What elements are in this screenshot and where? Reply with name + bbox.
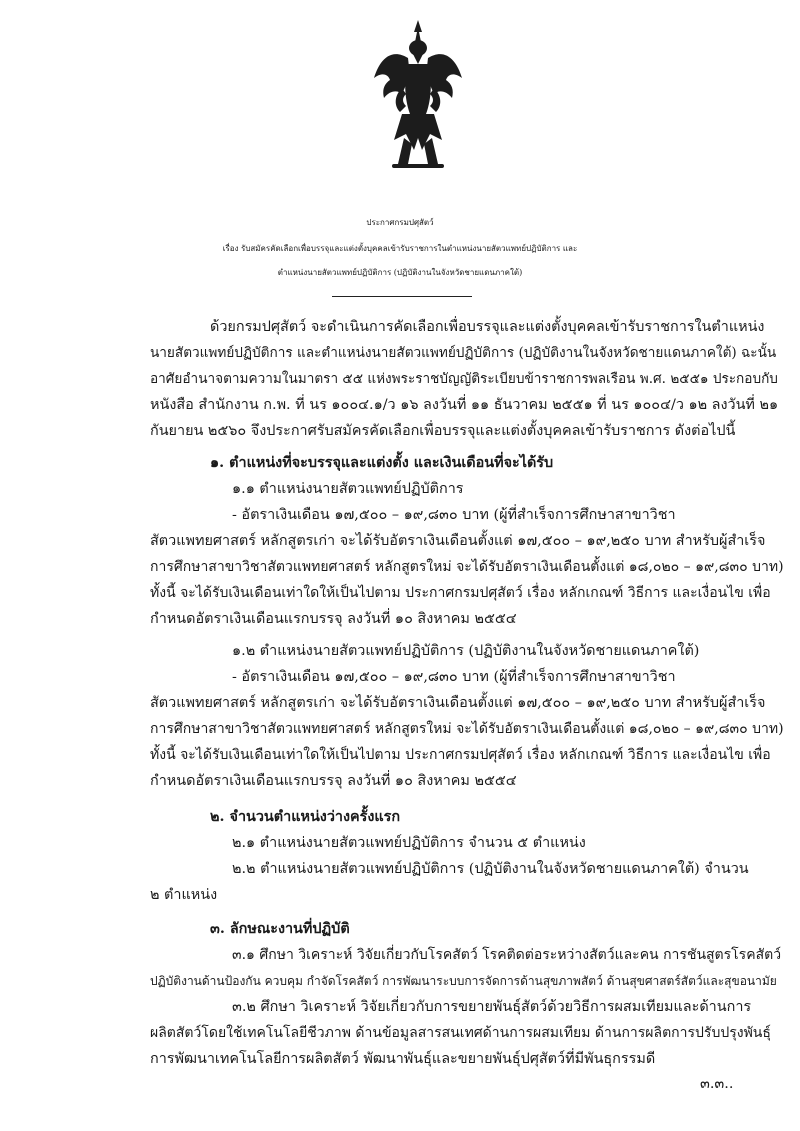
section1-sub2-line: การศึกษาสาขาวิชาสัตวแพทยศาสตร์ หลักสูตรใหม่ จะได้รับอัตราเงินเดือนตั้งแต่ ๑๘,๐๒๐ – ๑๙,๘๓๐ บาท) [150, 721, 784, 737]
intro-line: นายสัตวแพทย์ปฏิบัติการ และตำแหน่งนายสัตวแพทย์ปฏิบัติการ (ปฏิบัติงานในจังหวัดชายแดนภาคใต้) ฉะนั้น [150, 345, 777, 361]
section3-item-line: ๓.๑ ศึกษา วิเคราะห์ วิจัยเกี่ยวกับโรคสัตว์ โรคติดต่อระหว่างสัตว์และคน การชันสูตรโรคสัตว์ [232, 947, 782, 963]
section2-item: ๒.๒ ตำแหน่งนายสัตวแพทย์ปฏิบัติการ (ปฏิบัติงานในจังหวัดชายแดนภาคใต้) จำนวน [232, 861, 749, 877]
section1-sub2-line: สัตวแพทยศาสตร์ หลักสูตรเก่า จะได้รับอัตราเงินเดือนตั้งแต่ ๑๗,๕๐๐ – ๑๙,๒๕๐ บาท สำหรับผู้สำเร็จ [150, 695, 766, 711]
section2-heading: ๒. จำนวนตำแหน่งว่างครั้งแรก [210, 808, 401, 825]
section1-sub1-line: ทั้งนี้ จะได้รับเงินเดือนเท่าใดให้เป็นไปตาม ประกาศกรมปศุสัตว์ เรื่อง หลักเกณฑ์ วิธีการ และเงื่อนไข เพื่อ [150, 585, 771, 601]
intro-line: หนังสือ สำนักงาน ก.พ. ที่ นร ๑๐๐๔.๑/ว ๑๖ ลงวันที่ ๑๑ ธันวาคม ๒๕๕๑ ที่ นร ๑๐๐๔/ว ๑๒ ลงวันที่ ๒๑ [150, 397, 779, 413]
section3-item-line: การพัฒนาเทคโนโลยีการผลิตสัตว์ พัฒนาพันธุ์และขยายพันธุ์ปศุสัตว์ที่มีพันธุกรรมดี [150, 1051, 656, 1067]
next-page-reference: ๓.๓.. [700, 1076, 734, 1092]
announcement-subject-line1: เรื่อง รับสมัครคัดเลือกเพื่อบรรจุและแต่งตั้งบุคคลเข้ารับราชการในตำแหน่งนายสัตวแพทย์ปฏิบัติการ และ [222, 244, 578, 253]
announcement-subject-line2: ตำแหน่งนายสัตวแพทย์ปฏิบัติการ (ปฏิบัติงานในจังหวัดชายแดนภาคใต้) [277, 268, 523, 277]
section1-sub2-title: ๑.๒ ตำแหน่งนายสัตวแพทย์ปฏิบัติการ (ปฏิบัติงานในจังหวัดชายแดนภาคใต้) [232, 643, 700, 659]
title-divider [332, 296, 472, 297]
section1-sub1-line: กำหนดอัตราเงินเดือนแรกบรรจุ ลงวันที่ ๑๐ สิงหาคม ๒๕๕๔ [150, 611, 517, 627]
section3-item-line: ๓.๒ ศึกษา วิเคราะห์ วิจัยเกี่ยวกับการขยายพันธุ์สัตว์ด้วยวิธีการผสมเทียมและด้านการ [232, 999, 752, 1015]
section1-sub2-line: กำหนดอัตราเงินเดือนแรกบรรจุ ลงวันที่ ๑๐ สิงหาคม ๒๕๕๔ [150, 773, 517, 789]
section1-sub1-line: - อัตราเงินเดือน ๑๗,๕๐๐ – ๑๙,๘๓๐ บาท (ผู้ที่สำเร็จการศึกษาสาขาวิชา [232, 507, 676, 523]
announcement-org: ประกาศกรมปศุสัตว์ [366, 218, 434, 227]
section1-heading: ๑. ตำแหน่งที่จะบรรจุและแต่งตั้ง และเงินเดือนที่จะได้รับ [210, 454, 554, 471]
section3-item-line: ผลิตสัตว์โดยใช้เทคโนโลยีชีวภาพ ด้านข้อมูลสารสนเทศด้านการผสมเทียม ด้านการผลิตการปรับปรุงพันธุ์ [150, 1025, 771, 1041]
section2-item: ๒.๑ ตำแหน่งนายสัตวแพทย์ปฏิบัติการ จำนวน ๕ ตำแหน่ง [232, 835, 586, 851]
intro-line: กันยายน ๒๕๖๐ จึงประกาศรับสมัครคัดเลือกเพื่อบรรจุและแต่งตั้งบุคคลเข้ารับราชการ ดังต่อไปนี้ [150, 423, 736, 439]
section1-sub1-title: ๑.๑ ตำแหน่งนายสัตวแพทย์ปฏิบัติการ [232, 481, 464, 497]
section1-sub1-line: สัตวแพทยศาสตร์ หลักสูตรเก่า จะได้รับอัตราเงินเดือนตั้งแต่ ๑๗,๕๐๐ – ๑๙,๒๕๐ บาท สำหรับผู้สำเร็จ [150, 533, 766, 549]
section2-item: ๒ ตำแหน่ง [150, 887, 218, 903]
intro-line: ด้วยกรมปศุสัตว์ จะดำเนินการคัดเลือกเพื่อบรรจุและแต่งตั้งบุคคลเข้ารับราชการในตำแหน่ง [210, 319, 765, 335]
section1-sub2-line: - อัตราเงินเดือน ๑๗,๕๐๐ – ๑๙,๘๓๐ บาท (ผู้ที่สำเร็จการศึกษาสาขาวิชา [232, 669, 676, 685]
garuda-emblem-icon [372, 18, 464, 178]
section1-sub2-line: ทั้งนี้ จะได้รับเงินเดือนเท่าใดให้เป็นไปตาม ประกาศกรมปศุสัตว์ เรื่อง หลักเกณฑ์ วิธีการ และเงื่อนไข เพื่อ [150, 747, 771, 763]
section1-sub1-line: การศึกษาสาขาวิชาสัตวแพทยศาสตร์ หลักสูตรใหม่ จะได้รับอัตราเงินเดือนตั้งแต่ ๑๘,๐๒๐ – ๑๙,๘๓๐ บาท) [150, 559, 784, 575]
section3-item-line: ปฏิบัติงานด้านป้องกัน ควบคุม กำจัดโรคสัตว์ การพัฒนาระบบการจัดการด้านสุขภาพสัตว์ ด้านสุขศาสตร์สัตว์และสุขอนามัย [150, 974, 777, 988]
section3-heading: ๓. ลักษณะงานที่ปฏิบัติ [210, 920, 350, 937]
intro-line: อาศัยอำนาจตามความในมาตรา ๕๕ แห่งพระราชบัญญัติระเบียบข้าราชการพลเรือน พ.ศ. ๒๕๕๑ ประกอบกับ [150, 371, 778, 387]
